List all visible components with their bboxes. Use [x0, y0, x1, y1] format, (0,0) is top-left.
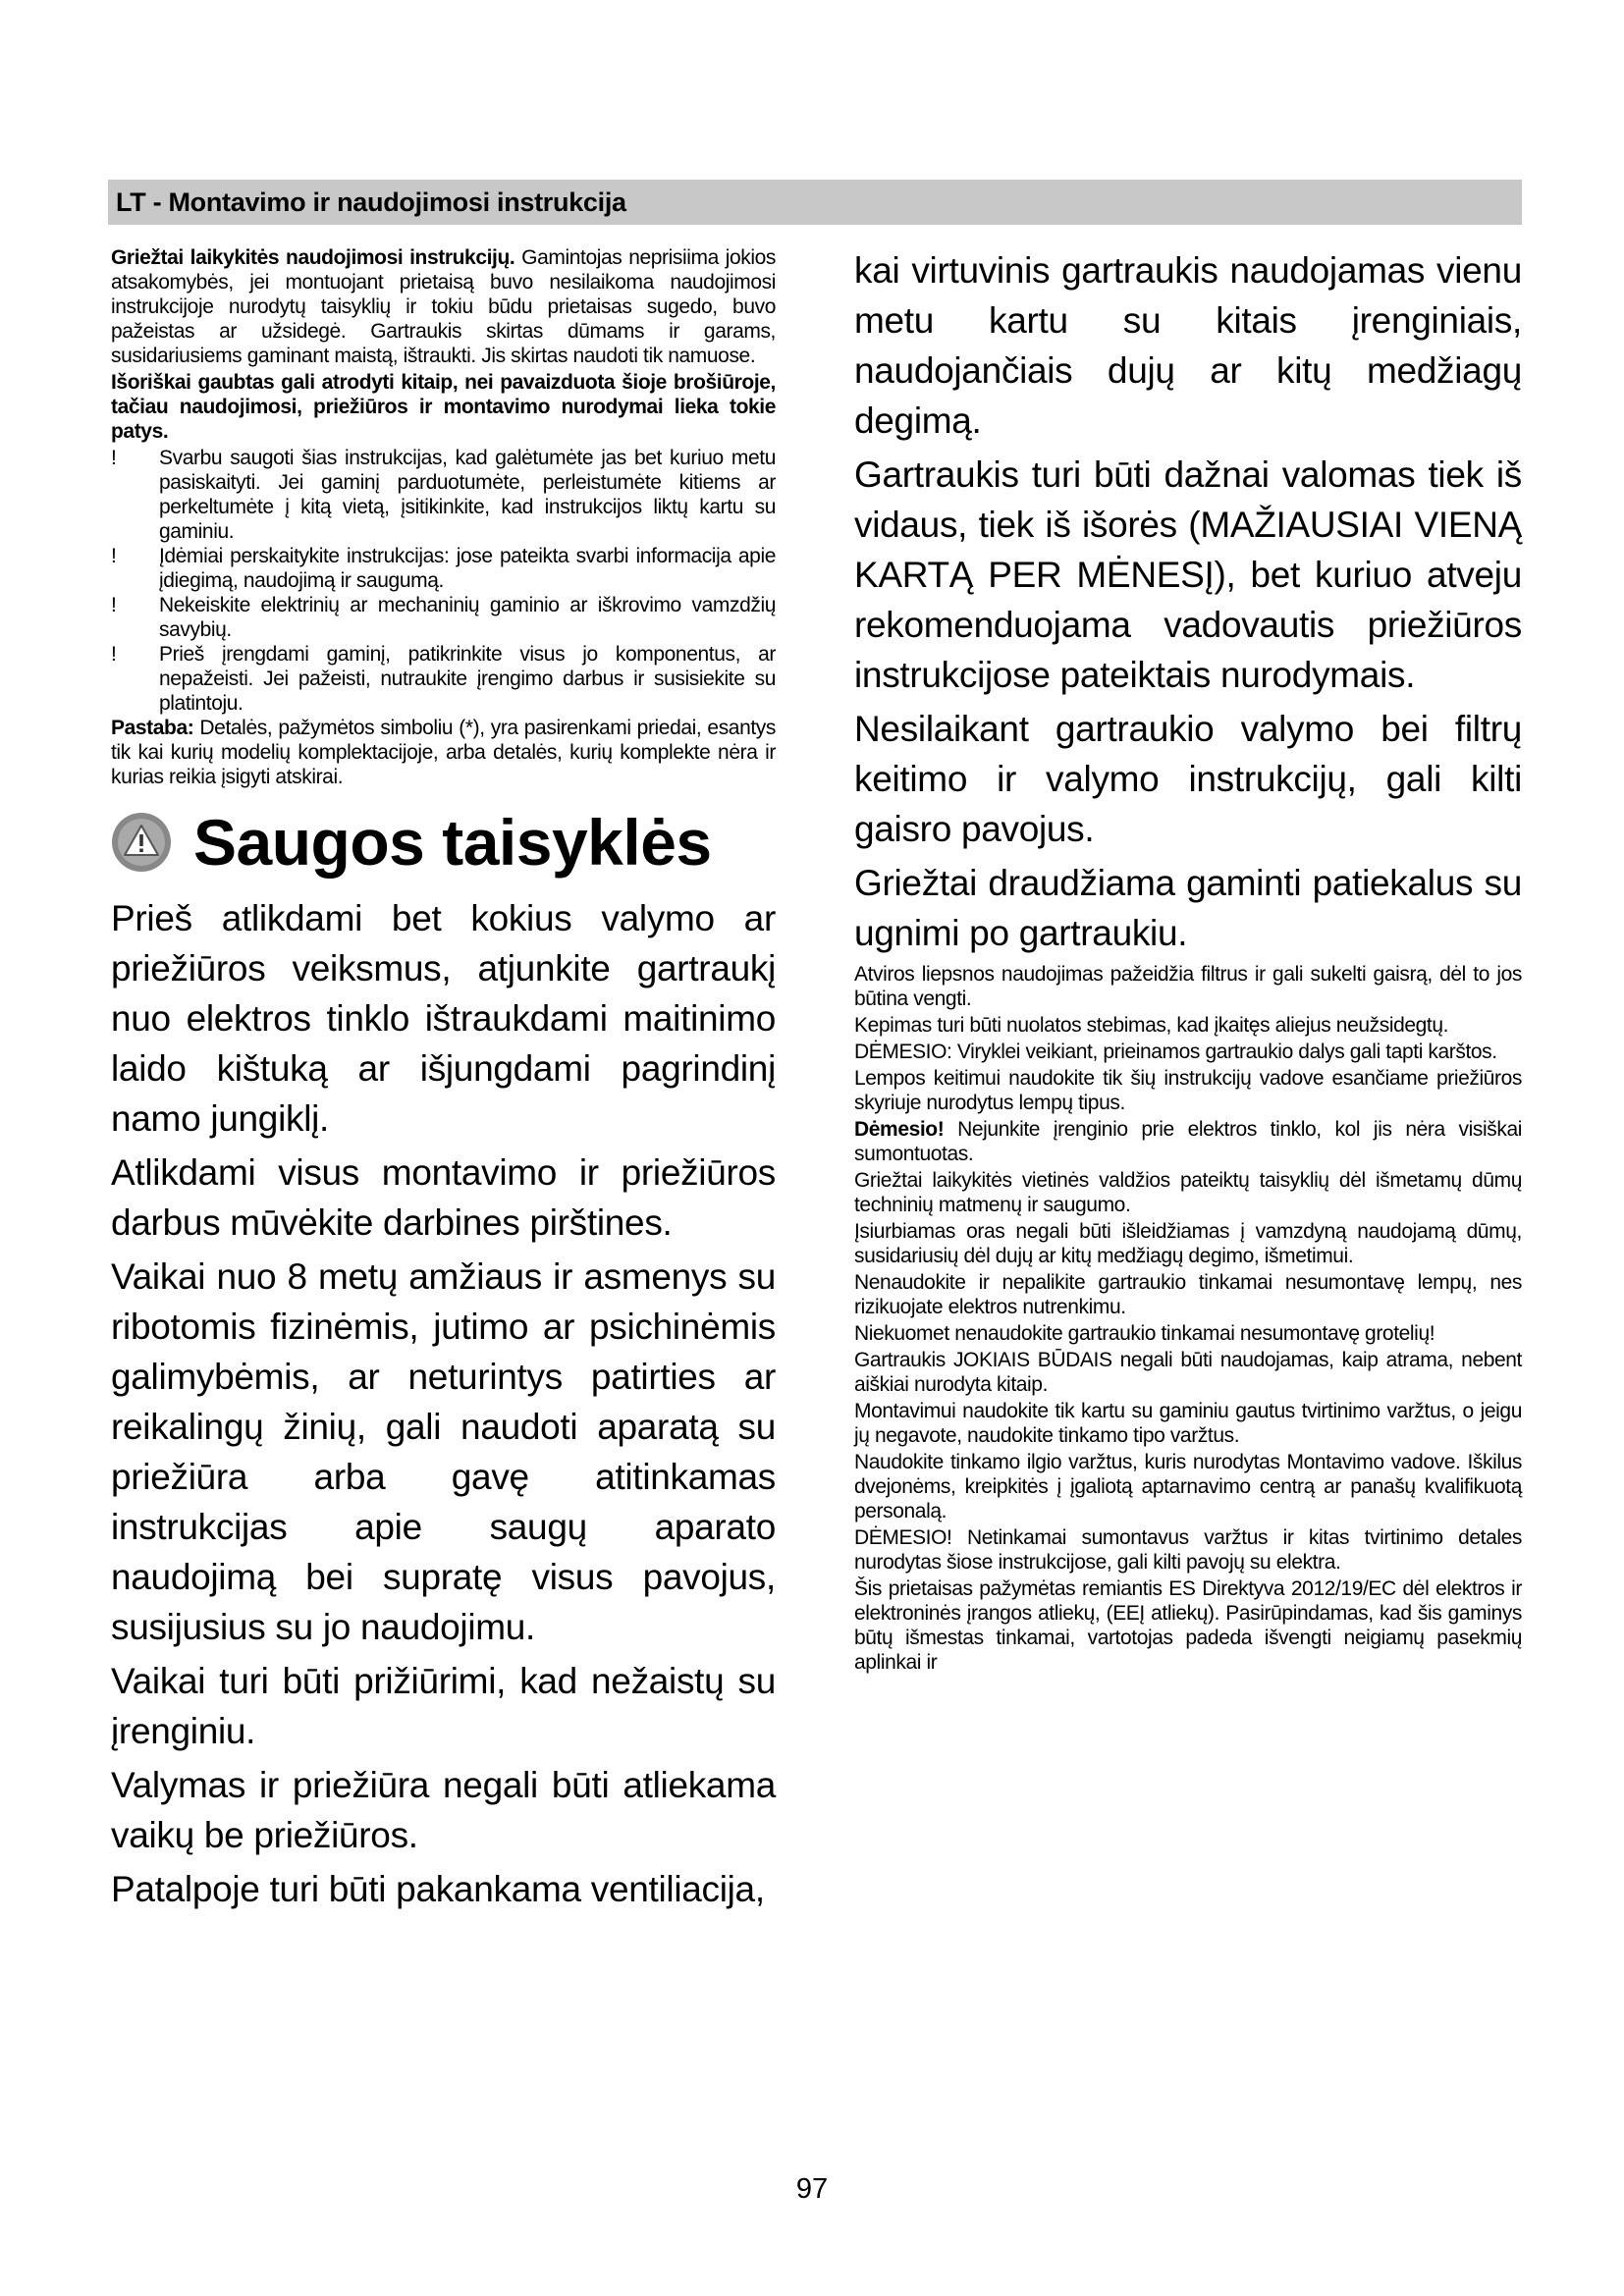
rule-paragraph: Gartraukis JOKIAIS BŪDAIS negali būti naudojamas, kaip atrama, nebent aiškiai nurodyta kitaip. — [854, 1349, 1522, 1396]
note-text: Detalės, pažymėtos simboliu (*), yra pasirenkami priedai, esantys tik kai kurių modelių komplektacijoje, arba detalės, kurių komplekte nėra ir kurias reikia įsigyti atskirai. — [111, 717, 776, 788]
section-header — [108, 180, 1522, 225]
rule-paragraph: Šis prietaisas pažymėtas remiantis ES Direktyva 2012/19/EC dėl elektros ir elektroninės įrangos atliekų, (EEĮ atliekų). Pasirūpindamas, kad šis gaminys būtų išmestas tinkamai, vartotojas padeda išvengti neigiamų pasekmių aplinkai ir — [854, 1577, 1522, 1674]
warning-paragraph: Gartraukis turi būti dažnai valomas tiek iš vidaus, tiek iš išorės (MAŽIAUSIAI VIENĄ KARTĄ PER MĖNESĮ), bet kuriuo atveju rekomenduojama vadovautis priežiūros instrukcijose pateiktais nurodymais. — [854, 454, 1522, 695]
safety-title: Saugos taisyklės — [193, 806, 712, 879]
exclamation-mark: ! — [111, 594, 117, 616]
right-column — [854, 245, 1522, 1677]
rule-paragraph: Atviros liepsnos naudojimas pažeidžia filtrus ir gali sukelti gaisrą, dėl to jos būtina vengti. — [854, 963, 1522, 1010]
intro-bold-lead: Griežtai laikykitės naudojimosi instrukcijų. — [111, 246, 515, 269]
note-label: Pastaba: — [111, 717, 194, 739]
rule-paragraph: Kepimas turi būti nuolatos stebimas, kad įkaitęs aliejus neužsidegtų. — [854, 1014, 1449, 1037]
exclamation-mark: ! — [111, 643, 117, 666]
bullet-text: Įdėmiai perskaitykite instrukcijas: jose pateikta svarbi informacija apie įdiegimą, naudojimą ir saugumą. — [159, 545, 776, 592]
left-column — [111, 245, 776, 1918]
attention-paragraph — [854, 1117, 1522, 1166]
attention-text: Nejunkite įrenginio prie elektros tinklo, kol jis nėra visiškai sumontuotas. — [854, 1118, 1523, 1165]
bullet-text: Prieš įrengdami gaminį, patikrinkite visus jo komponentus, ar nepažeisti. Jei pažeisti, nutraukite įrengimo darbus ir susisiekite su platintoju. — [159, 643, 776, 715]
rule-paragraph: Montavimui naudokite tik kartu su gaminiu gautus tvirtinimo varžtus, o jeigu jų negavote, naudokite tinkamo tipo varžtus. — [854, 1400, 1522, 1447]
rule-paragraph: DĖMESIO! Netinkamai sumontavus varžtus ir kitas tvirtinimo detales nurodytas šiose instrukcijose, gali kilti pavojų su elektra. — [854, 1526, 1522, 1574]
rule-paragraph: Niekuomet nenaudokite gartraukio tinkamai nesumontavę grotelių! — [854, 1322, 1435, 1345]
page-number: 97 — [795, 2173, 829, 2205]
bullet-item — [111, 593, 776, 642]
safety-heading — [111, 803, 776, 881]
bullet-item — [111, 642, 776, 716]
bullet-item — [111, 544, 776, 593]
intro-text: Gamintojas neprisiima jokios atsakomybės, jei montuojant prietaisą buvo nesilaikoma naudojimosi instrukcijoje nurodytų taisyklių ir tokiu būdu prietaisas sugedo, buvo pažeistas ar užsidegė. Gartraukis skirtas dūmams ir garams, susidariusiems gaminant maistą, ištraukti. Jis skirtas naudoti tik namuose. — [111, 246, 777, 367]
safety-paragraph: Prieš atlikdami bet kokius valymo ar priežiūros veiksmus, atjunkite gartraukį nuo elektros tinklo ištraukdami maitinimo laido kištuką ar išjungdami pagrindinį namo jungiklį. — [111, 898, 776, 1139]
warning-paragraph: Nesilaikant gartraukio valymo bei filtrų keitimo ir valymo instrukcijų, gali kilti gaisro pavojus. — [854, 709, 1522, 849]
rule-paragraph: Naudokite tinkamo ilgio varžtus, kuris nurodytas Montavimo vadove. Iškilus dvejonėms, kreipkitės į įgaliotą aptarnavimo centrą ar panašų kvalifikuotą personalą. — [854, 1451, 1522, 1522]
rule-paragraph: Nenaudokite ir nepalikite gartraukio tinkamai nesumontavę lempų, nes rizikuojate elektros nutrenkimu. — [854, 1271, 1522, 1318]
warning-paragraph: kai virtuvinis gartraukis naudojamas vienu metu kartu su kitais įrenginiais, naudojančiais dujų ar kitų medžiagų degimą. — [854, 250, 1522, 441]
intro-paragraph — [111, 245, 776, 368]
safety-paragraph: Patalpoje turi būti pakankama ventiliacija, — [111, 1869, 765, 1909]
warning-icon — [111, 812, 172, 873]
exclamation-mark: ! — [111, 447, 117, 469]
rule-paragraph: Griežtai laikykitės vietinės valdžios pateiktų taisyklių dėl išmetamų dūmų techninių matmenų ir saugumo. — [854, 1169, 1522, 1216]
rule-paragraph: Lempos keitimui naudokite tik šių instrukcijų vadove esančiame priežiūros skyriuje nurodytus lempų tipus. — [854, 1067, 1522, 1114]
section-title: LT - Montavimo ir naudojimosi instrukcija — [116, 187, 626, 217]
safety-paragraph: Valymas ir priežiūra negali būti atliekama vaikų be priežiūros. — [111, 1765, 776, 1855]
bullet-text: Nekeiskite elektrinių ar mechaninių gaminio ar iškrovimo vamzdžių savybių. — [159, 594, 776, 641]
rule-paragraph: DĖMESIO: Viryklei veikiant, prieinamos gartraukio dalys gali tapti karštos. — [854, 1041, 1497, 1063]
safety-paragraph: Vaikai turi būti prižiūrimi, kad nežaistų su įrenginiu. — [111, 1661, 776, 1751]
safety-paragraph: Vaikai nuo 8 metų amžiaus ir asmenys su ribotomis fizinėmis, jutimo ar psichinėmis galimybėmis, ar neturintys patirties ar reikalingų žinių, gali naudoti aparatą su priežiūra arba gavę atitinkamas instrukcijas apie saugų aparato naudojimą bei supratę visus pavojus, susijusius su jo naudojimu. — [111, 1256, 776, 1647]
attention-label: Dėmesio! — [854, 1118, 945, 1141]
bullet-item — [111, 446, 776, 544]
bullet-text: Svarbu saugoti šias instrukcijas, kad galėtumėte jas bet kuriuo metu pasiskaityti. Jei gaminį parduotumėte, perleistumėte kitiems ar perkeltumėte į kitą vietą, įsitikinkite, kad instrukcijos liktų kartu su gaminiu. — [159, 447, 776, 543]
warning-paragraph: Griežtai draudžiama gaminti patiekalus su ugnimi po gartraukiu. — [854, 863, 1522, 953]
exclamation-mark: ! — [111, 545, 117, 567]
rule-paragraph: Įsiurbiamas oras negali būti išleidžiamas į vamzdyną naudojamą dūmų, susidariusių dėl dujų ar kitų medžiagų degimo, išmetimui. — [854, 1220, 1522, 1267]
bold-note: Išoriškai gaubtas gali atrodyti kitaip, nei pavaizduota šioje brošiūroje, tačiau naudojimosi, priežiūros ir montavimo nurodymai lieka tokie patys. — [111, 371, 776, 443]
safety-paragraph: Atlikdami visus montavimo ir priežiūros darbus mūvėkite darbines pirštines. — [111, 1152, 776, 1243]
note-paragraph — [111, 716, 776, 789]
